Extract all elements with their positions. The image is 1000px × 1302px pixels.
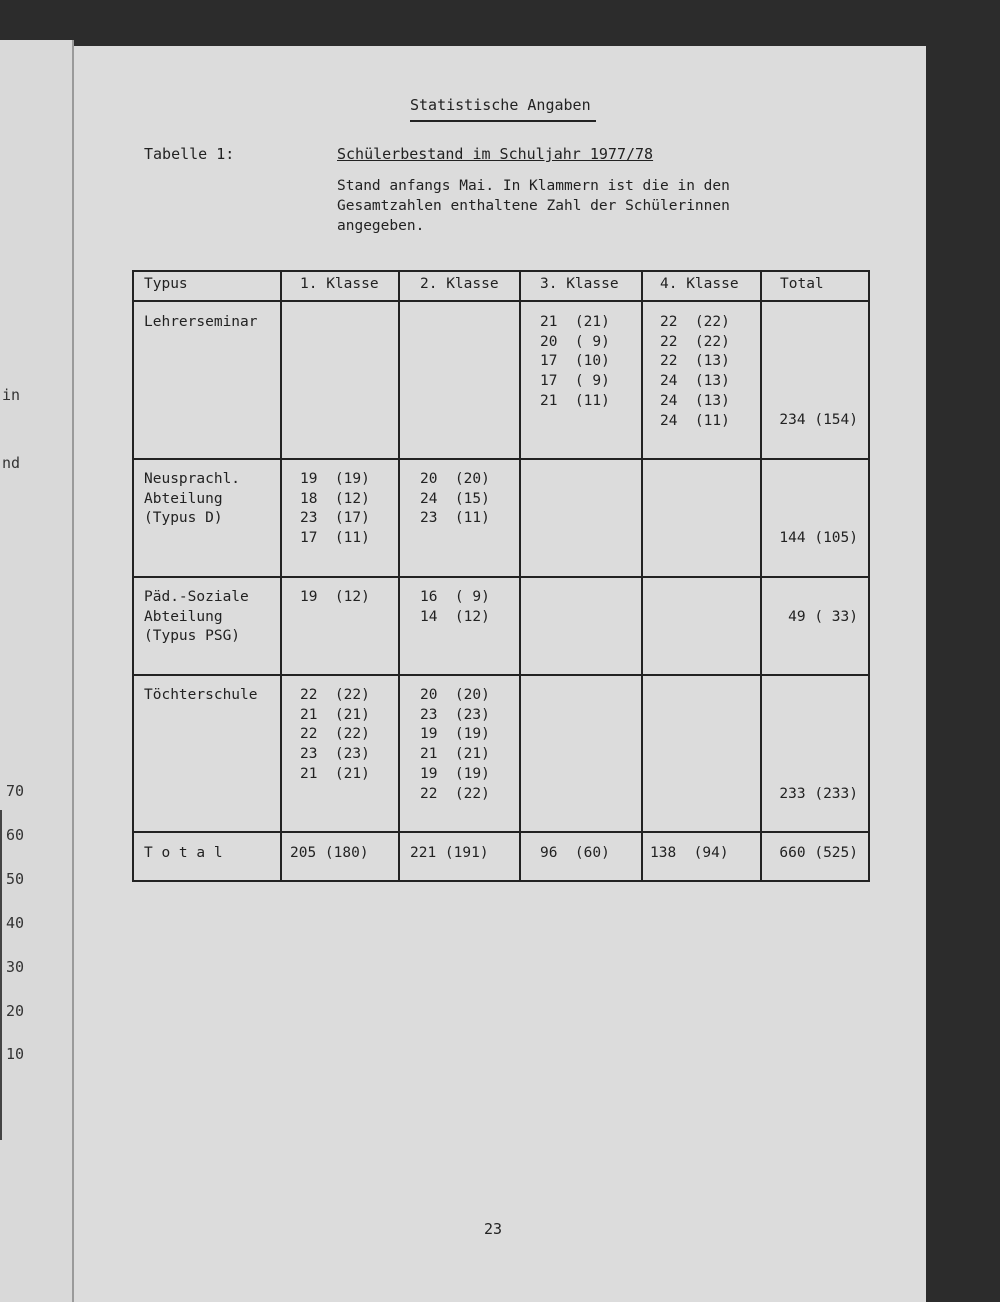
document-page [74, 46, 926, 1302]
totals-total: 660 (525) [779, 845, 858, 861]
row-divider [134, 831, 868, 833]
row-typus: Lehrerseminar [144, 314, 258, 330]
row-typus: Neusprachl. Abteilung (Typus D) [144, 471, 241, 527]
cell-klasse-2: 20 (20) 24 (15) 23 (11) [420, 471, 490, 527]
adjacent-text-fragment: in [2, 386, 21, 404]
cell-total: 144 (105) [779, 530, 858, 546]
cell-klasse-2: 16 ( 9) 14 (12) [420, 589, 490, 625]
column-header-klasse-3: 3. Klasse [540, 276, 619, 292]
row-divider [134, 576, 868, 578]
column-header-typus: Typus [144, 276, 188, 292]
adjacent-text-fragment: nd [2, 454, 21, 472]
page-header: Statistische Angaben [410, 96, 591, 114]
axis-label: 40 [6, 914, 25, 932]
table-description: Stand anfangs Mai. In Klammern ist die in den Gesamtzahlen enthaltene Zahl der Schülerinnen angegeben. [337, 178, 730, 234]
cell-klasse-1: 22 (22) 21 (21) 22 (22) 23 (23) 21 (21) [300, 687, 370, 782]
cell-klasse-4: 22 (22) 22 (22) 22 (13) 24 (13) 24 (13) 24 (11) [660, 314, 730, 429]
column-header-klasse-4: 4. Klasse [660, 276, 739, 292]
totals-klasse-1: 205 (180) [290, 845, 369, 861]
row-divider [134, 458, 868, 460]
cell-total: 233 (233) [779, 786, 858, 802]
column-header-total: Total [780, 276, 824, 292]
cell-total: 234 (154) [779, 412, 858, 428]
axis-label: 50 [6, 870, 25, 888]
cell-klasse-1: 19 (19) 18 (12) 23 (17) 17 (11) [300, 471, 370, 547]
axis-label: 60 [6, 826, 25, 844]
cell-klasse-1: 19 (12) [300, 589, 370, 605]
axis-label: 10 [6, 1045, 25, 1063]
table-label: Tabelle 1: [144, 145, 235, 163]
row-typus: Töchterschule [144, 687, 258, 703]
totals-klasse-3: 96 (60) [540, 845, 610, 861]
cell-total: 49 ( 33) [788, 609, 858, 625]
adjacent-axis-line [0, 810, 2, 1140]
student-table [132, 270, 870, 882]
table-title: Schülerbestand im Schuljahr 1977/78 [337, 145, 654, 163]
row-typus: Päd.-Soziale Abteilung (Typus PSG) [144, 589, 249, 645]
axis-label: 70 [6, 782, 25, 800]
column-header-klasse-1: 1. Klasse [300, 276, 379, 292]
header-underline [410, 120, 596, 122]
totals-klasse-2: 221 (191) [410, 845, 489, 861]
totals-label: T o t a l [144, 845, 223, 861]
page-number: 23 [484, 1220, 503, 1238]
row-divider [134, 300, 868, 302]
axis-label: 30 [6, 958, 25, 976]
axis-label: 20 [6, 1002, 25, 1020]
cell-klasse-2: 20 (20) 23 (23) 19 (19) 21 (21) 19 (19) 22 (22) [420, 687, 490, 802]
row-divider [134, 674, 868, 676]
column-header-klasse-2: 2. Klasse [420, 276, 499, 292]
totals-klasse-4: 138 (94) [650, 845, 729, 861]
adjacent-page [0, 40, 74, 1302]
cell-klasse-3: 21 (21) 20 ( 9) 17 (10) 17 ( 9) 21 (11) [540, 314, 610, 409]
